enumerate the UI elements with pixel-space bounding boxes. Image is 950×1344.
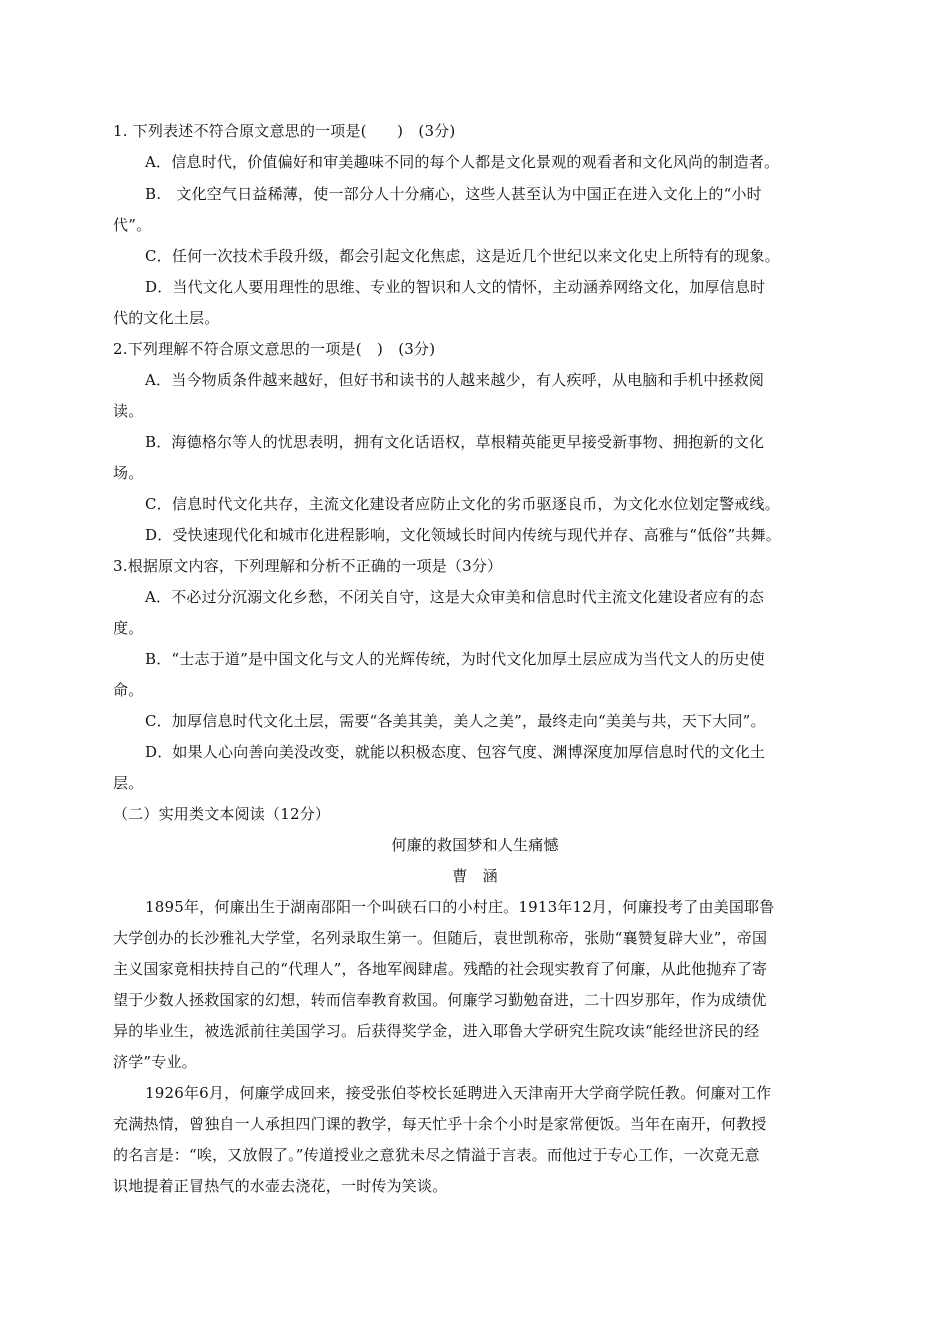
- article-title: 何廉的救国梦和人生痛憾: [391, 836, 559, 854]
- q1-option-c: C．任何一次技术手段升级，都会引起文化焦虑，这是近几个世纪以来文化史上所特有的现象。: [145, 247, 780, 265]
- q2-option-d: D．受快速现代化和城市化进程影响，文化领域长时间内传统与现代并存、高雅与“低俗”共舞。: [145, 526, 781, 544]
- q3-option-a: A．不必过分沉溺文化乡愁，不闭关自守，这是大众审美和信息时代主流文化建设者应有的态: [145, 588, 765, 606]
- para1-line: 大学创办的长沙雅礼大学堂，名列录取生第一。但随后，袁世凯称帝，张勋“襄赞复辟大业”，帝国: [113, 929, 768, 947]
- q1-option-d: D．当代文化人要用理性的思维、专业的智识和人文的情怀，主动涵养网络文化，加厚信息时: [145, 278, 766, 296]
- q3-option-c: C．加厚信息时代文化土层，需要“各美其美，美人之美”，最终走向“美美与共，天下大同”。: [145, 712, 766, 730]
- q1-option-b-cont: 代”。: [113, 216, 152, 234]
- q2-option-a: A．当今物质条件越来越好，但好书和读书的人越来越少，有人疾呼，从电脑和手机中拯救阅: [145, 371, 765, 389]
- q2-option-b-cont: 场。: [113, 464, 144, 482]
- q2-option-a-cont: 读。: [113, 402, 144, 420]
- para2-line: 1926年6月，何廉学成回来，接受张伯苓校长延聘进入天津南开大学商学院任教。何廉对工作: [145, 1084, 772, 1102]
- para1-line: 望于少数人拯救国家的幻想，转而信奉教育救国。何廉学习勤勉奋进，二十四岁那年，作为成绩优: [113, 991, 767, 1009]
- para1-line: 济学”专业。: [113, 1053, 197, 1071]
- q2-option-b: B．海德格尔等人的忧思表明，拥有文化话语权，草根精英能更早接受新事物、拥抱新的文化: [145, 433, 765, 451]
- para1-line: 1895年，何廉出生于湖南邵阳一个叫硖石口的小村庄。1913年12月，何廉投考了由美国耶鲁: [145, 898, 775, 916]
- para2-line: 的名言是：“唉，又放假了。”传道授业之意犹未尽之情溢于言表。而他过于专心工作，一次竟无意: [113, 1146, 760, 1164]
- para2-line: 识地提着正冒热气的水壶去浇花，一时传为笑谈。: [113, 1177, 448, 1195]
- q1-stem: 1. 下列表述不符合原文意思的一项是( ) (3分): [113, 122, 456, 140]
- q2-option-c: C．信息时代文化共存，主流文化建设者应防止文化的劣币驱逐良币，为文化水位划定警戒线。: [145, 495, 780, 513]
- para1-line: 主义国家竟相扶持自己的“代理人”，各地军阀肆虐。残酷的社会现实教育了何廉，从此他抛弃了寄: [113, 960, 768, 978]
- q3-stem: 3.根据原文内容，下列理解和分析不正确的一项是（3分）: [113, 557, 503, 575]
- q3-option-b-cont: 命。: [113, 681, 144, 699]
- q2-stem: 2.下列理解不符合原文意思的一项是( ) (3分): [113, 340, 436, 358]
- q1-option-a: A．信息时代，价值偏好和审美趣味不同的每个人都是文化景观的观看者和文化风尚的制造者。: [145, 153, 780, 171]
- para1-line: 异的毕业生，被选派前往美国学习。后获得奖学金，进入耶鲁大学研究生院攻读“能经世济民的经: [113, 1022, 760, 1040]
- article-author: 曹 涵: [452, 867, 498, 885]
- q3-option-d: D．如果人心向善向美没改变，就能以积极态度、包容气度、渊博深度加厚信息时代的文化土: [145, 743, 766, 761]
- para2-line: 充满热情，曾独自一人承担四门课的教学，每天忙乎十余个小时是家常便饭。当年在南开，何教授: [113, 1115, 767, 1133]
- q3-option-d-cont: 层。: [113, 774, 144, 792]
- q1-option-d-cont: 代的文化土层。: [113, 309, 220, 327]
- q3-option-a-cont: 度。: [113, 619, 144, 637]
- q1-option-b: B. 文化空气日益稀薄，使一部分人十分痛心，这些人甚至认为中国正在进入文化上的“小时: [145, 185, 762, 203]
- q3-option-b: B．“士志于道”是中国文化与文人的光辉传统，为时代文化加厚土层应成为当代文人的历史使: [145, 650, 765, 668]
- section-heading: （二）实用类文本阅读（12分）: [113, 805, 331, 823]
